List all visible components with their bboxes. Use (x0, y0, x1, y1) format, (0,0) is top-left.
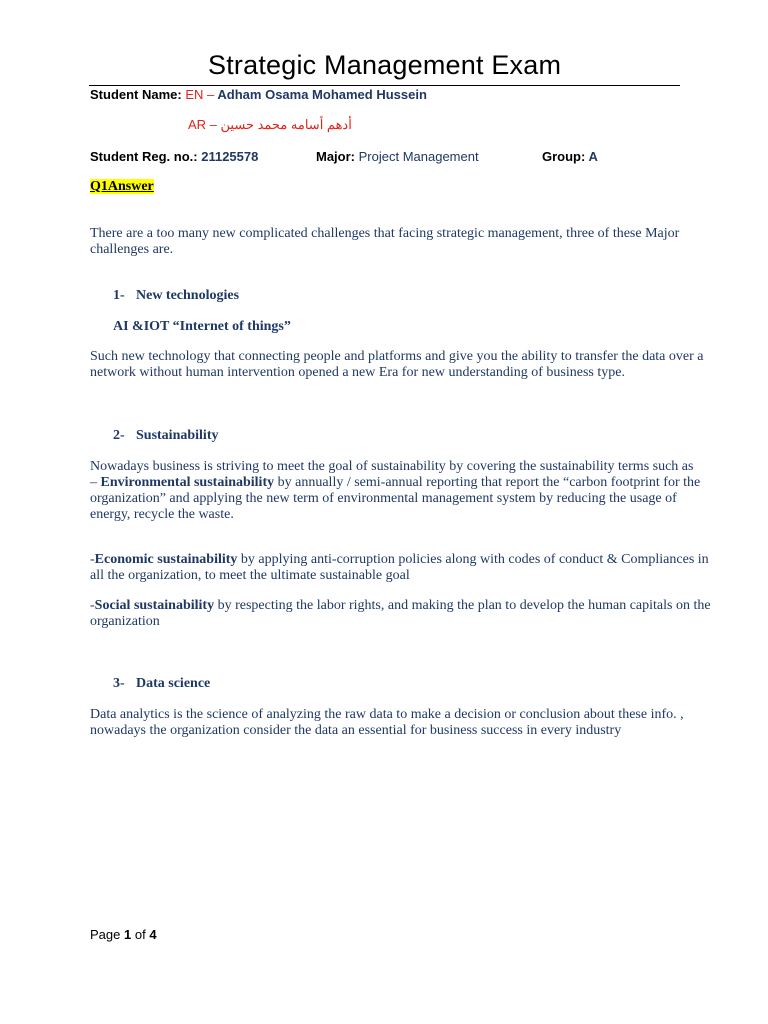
section-2-heading (113, 428, 218, 444)
section-number: 1- (113, 288, 125, 303)
section-2-intro: Nowadays business is striving to meet the goal of sustainability by covering the sustainability terms such as (90, 459, 694, 474)
student-name-label: Student Name: (90, 87, 182, 102)
section-3-body: Data analytics is the science of analyzing the raw data to make a decision or conclusion about these info. , nowadays the organization consider the data an essential for business success in every industry (90, 707, 684, 738)
reg-line (90, 149, 258, 164)
page-number: 1 (124, 927, 132, 942)
en-label: EN – (185, 87, 215, 102)
item-text: by annually / semi-annual reporting that report the “carbon footprint for the organization” and applying the new term of environmental management system by reducing the usage of energy, recycle the waste. (90, 475, 701, 522)
section-1-subheading: AI &IOT “Internet of things” (113, 319, 291, 334)
group-label: Group: (542, 149, 586, 164)
answer-heading (90, 179, 154, 195)
section-number: 3- (113, 676, 125, 691)
list-item-environmental (90, 475, 700, 522)
student-name-ar-line (188, 117, 352, 133)
item-prefix: - (90, 598, 95, 613)
page-label: Page (90, 927, 121, 942)
of-label: of (134, 927, 146, 942)
title-underline (89, 85, 680, 86)
list-item-social (90, 598, 718, 630)
group-line (542, 149, 598, 164)
section-1-body: Such new technology that connecting people and platforms and give you the ability to transfer the data over a network without human intervention opened a new Era for new understanding of business type. (90, 349, 704, 380)
item-term: Economic sustainability (94, 552, 238, 567)
item-term: Environmental sustainability (100, 475, 275, 490)
page-footer (90, 927, 157, 942)
item-text: by respecting the labor rights, and making the plan to develop the human capitals on the organization (90, 598, 711, 629)
student-name-en: Adham Osama Mohamed Hussein (217, 87, 427, 102)
group-value: A (588, 149, 598, 164)
section-2-body (90, 459, 718, 523)
item-prefix: - (90, 552, 95, 567)
major-value: Project Management (358, 149, 479, 164)
item-prefix: – (90, 475, 101, 490)
section-1-heading (113, 288, 239, 304)
reg-label: Student Reg. no.: (90, 149, 198, 164)
section-title: Data science (136, 676, 211, 691)
page-title: Strategic Management Exam (208, 50, 562, 80)
ar-label: AR – (188, 117, 217, 132)
student-name-ar: أدهم أسامه محمد حسين (220, 117, 352, 132)
section-title: New technologies (136, 288, 240, 303)
section-3-heading (113, 676, 210, 692)
section-title: Sustainability (136, 428, 219, 443)
reg-number: 21125578 (201, 149, 259, 164)
intro-paragraph: There are a too many new complicated challenges that facing strategic management, three of these Major challenges are. (90, 226, 680, 257)
major-label: Major: (316, 149, 355, 164)
student-name-line (90, 87, 427, 102)
item-text: by applying anti-corruption policies along with codes of conduct & Compliances in all the organization, to meet the ultimate sustainable goal (90, 552, 709, 583)
item-term: Social sustainability (94, 598, 215, 613)
section-number: 2- (113, 428, 125, 443)
major-line (316, 149, 479, 164)
page-total: 4 (149, 927, 157, 942)
answer-label: Q1Answer (90, 179, 154, 194)
list-item-economic (90, 552, 718, 584)
